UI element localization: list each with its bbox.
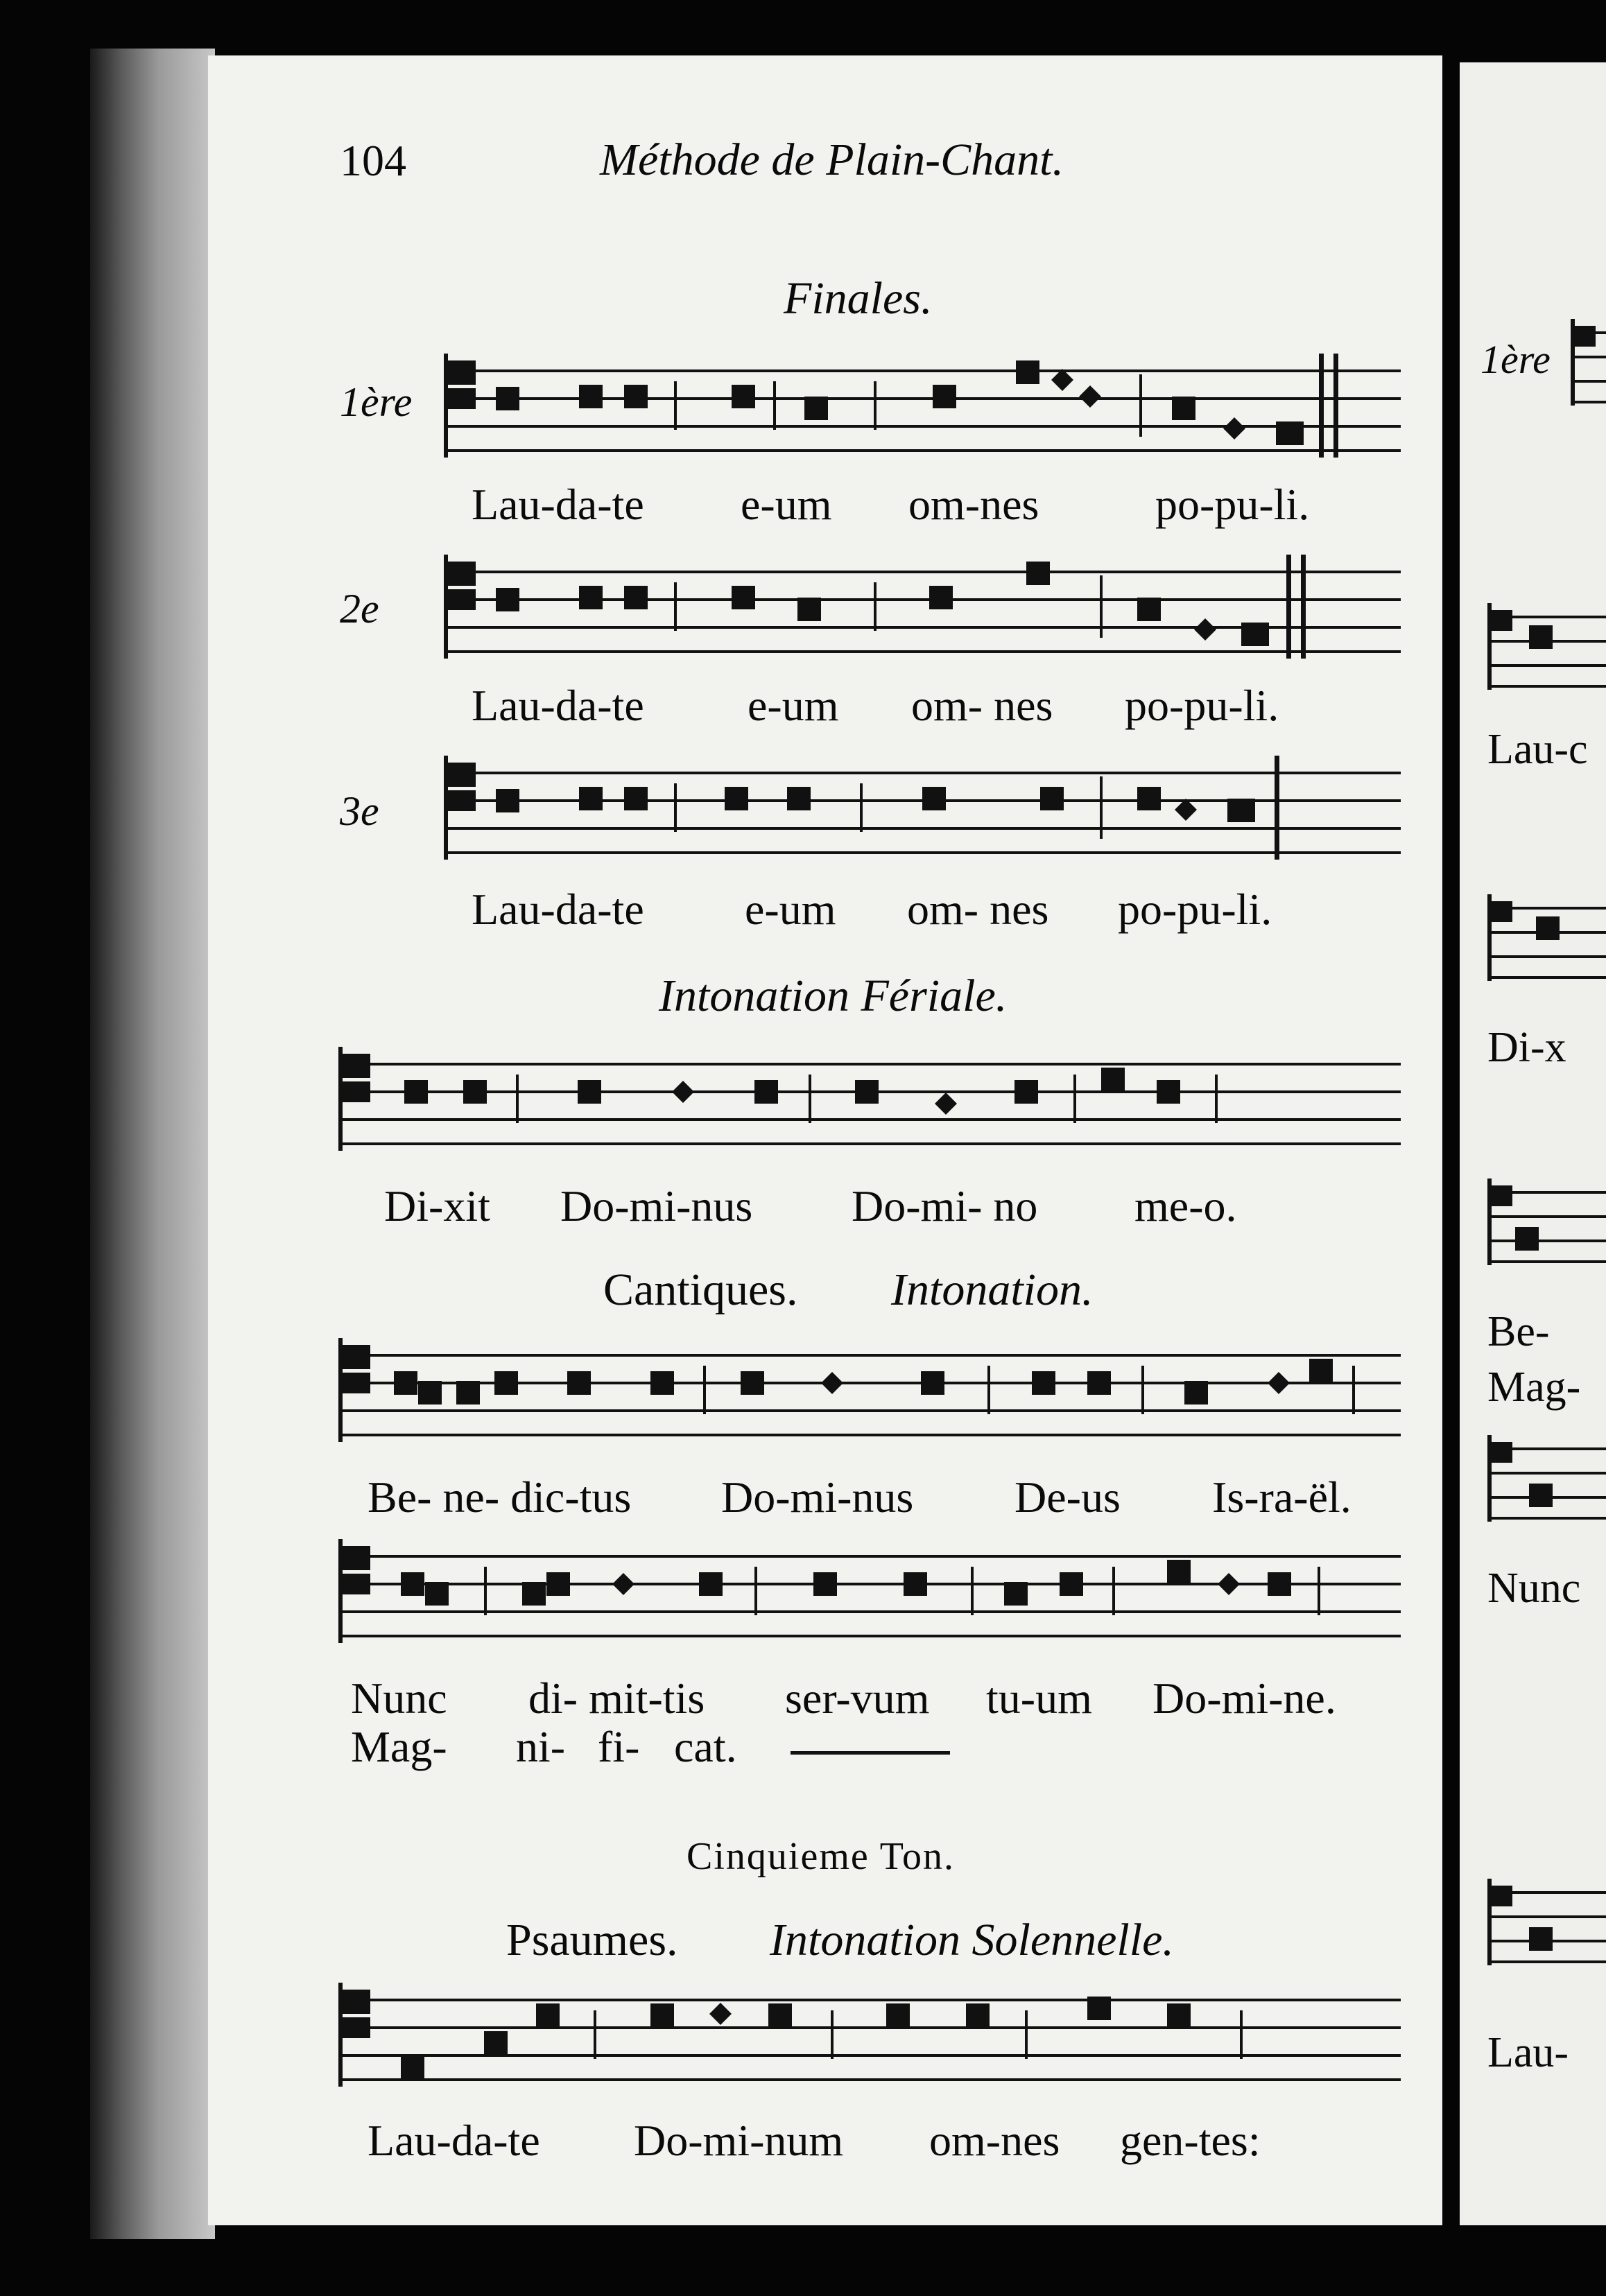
facing-staff: [1487, 1872, 1606, 1969]
section-cinquieme-ton: Cinquieme Ton.: [687, 1835, 956, 1878]
facing-staff: [1571, 312, 1606, 409]
facing-fragment: Lau-: [1487, 2029, 1569, 2076]
lyric: fi-: [598, 1722, 640, 1771]
facing-staff: [1487, 887, 1606, 984]
running-title: Méthode de Plain-Chant.: [600, 134, 1064, 185]
lyric: Do-mi-nus: [721, 1472, 914, 1522]
staff-5: [338, 1331, 1401, 1456]
lyric: om-nes: [929, 2116, 1060, 2165]
staff-6: [338, 1532, 1401, 1657]
facing-staff: [1487, 596, 1606, 693]
lyric: po-pu-li.: [1125, 681, 1279, 730]
facing-fragment: Di-x: [1487, 1024, 1566, 1071]
lyric: Lau-da-te: [472, 480, 644, 529]
mode-label-3: 3e: [340, 788, 379, 834]
mode-label-2: 2e: [340, 586, 379, 632]
staff-2: [444, 548, 1401, 672]
lyric: Do-mi- no: [852, 1181, 1038, 1230]
lyric: e-um: [748, 681, 839, 730]
section-intonation: Intonation.: [891, 1264, 1094, 1315]
lyric: Nunc: [351, 1673, 447, 1723]
section-cantiques: Cantiques.: [603, 1264, 798, 1315]
lyric: tu-um: [986, 1673, 1092, 1723]
section-finales: Finales.: [784, 273, 933, 324]
facing-mode-label: 1ère: [1480, 337, 1551, 382]
lyric: Lau-da-te: [368, 2116, 540, 2165]
staff-4: [338, 1040, 1401, 1165]
facing-fragment: Nunc: [1487, 1565, 1581, 1612]
lyric: e-um: [741, 480, 832, 529]
lyric: me-o.: [1134, 1181, 1237, 1230]
mode-label-1: 1ère: [340, 379, 413, 425]
lyric: Lau-da-te: [472, 885, 644, 934]
lyric: ser-vum: [785, 1673, 930, 1723]
lyric: Do-mi-ne.: [1152, 1673, 1336, 1723]
section-psaumes: Psaumes.: [506, 1915, 678, 1965]
facing-fragment: Lau-c: [1487, 726, 1588, 773]
lyric: po-pu-li.: [1155, 480, 1310, 529]
lyric: di- mit-tis: [528, 1673, 705, 1723]
facing-fragment: Mag-: [1487, 1364, 1581, 1411]
facing-staff: [1487, 1172, 1606, 1269]
lyric: om- nes: [907, 885, 1049, 934]
facing-staff: [1487, 1428, 1606, 1525]
lyric: Do-mi-nus: [560, 1181, 753, 1230]
lyric: Is-ra-ël.: [1212, 1472, 1352, 1522]
lyric: Lau-da-te: [472, 681, 644, 730]
staff-7: [338, 1976, 1401, 2107]
lyric: De-us: [1014, 1472, 1121, 1522]
lyric: Di-xit: [384, 1181, 490, 1230]
lyric: Be- ne- dic-tus: [368, 1472, 632, 1522]
lyric: Mag-: [351, 1722, 447, 1771]
lyric: gen-tes:: [1120, 2116, 1261, 2165]
lyric: e-um: [745, 885, 836, 934]
section-intonation-solennelle: Intonation Solennelle.: [770, 1915, 1174, 1965]
staff-3: [444, 749, 1401, 873]
lyric: ni-: [516, 1722, 566, 1771]
lyric: om-nes: [908, 480, 1039, 529]
lyric: po-pu-li.: [1118, 885, 1272, 934]
staff-1: [444, 347, 1401, 471]
section-intonation-feriale: Intonation Fériale.: [659, 971, 1008, 1021]
facing-page: [1460, 62, 1606, 2225]
facing-fragment: Be-: [1487, 1308, 1550, 1355]
book-spine: [90, 49, 215, 2239]
lyric: cat.: [674, 1722, 737, 1771]
lyric: om- nes: [911, 681, 1053, 730]
section-divider: [791, 1751, 950, 1755]
lyric: Do-mi-num: [634, 2116, 844, 2165]
book-page: [208, 55, 1442, 2225]
page-number: 104: [340, 136, 406, 185]
